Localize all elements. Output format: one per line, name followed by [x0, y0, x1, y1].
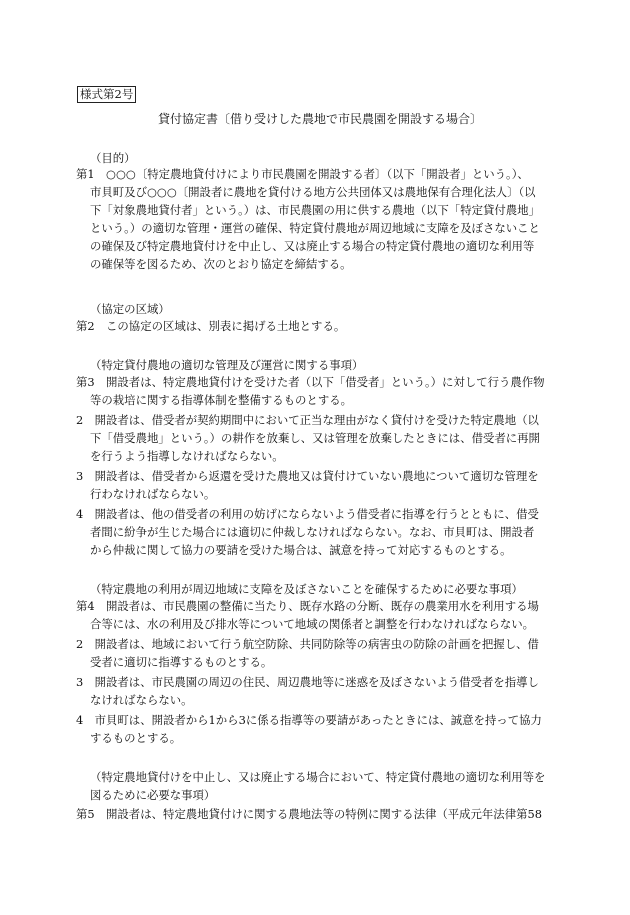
section-heading-area: （協定の区域）	[90, 302, 170, 316]
article-4-clause-3-line: 3 開設者は、市民農園の周辺の住民、周辺農地等に迷惑を及ぼさないよう借受者を指導し	[76, 675, 539, 689]
article-3-clause-2-line: 2 開設者は、借受者が契約期間中において正当な理由がなく貸付けを受けた特定農地（以	[76, 413, 539, 427]
article-3-clause-4-line: 者間に紛争が生じた場合には適切に仲裁しなければならない。なお、市貝町は、開設者	[90, 525, 535, 539]
article-1-line: 下「対象農地貸付者」という。）は、市民農園の用に供する農地（以下「特定貸付農地」	[90, 203, 540, 217]
section-heading-purpose: （目的）	[90, 151, 136, 165]
article-3-clause-3-line: 行わなければならない。	[90, 487, 216, 501]
article-4-clause-3-line: なければならない。	[90, 693, 193, 707]
article-3-line: 第3 開設者は、特定農地貸付けを受けた者（以下「借受者」という。）に対して行う農作物	[76, 375, 545, 389]
article-5-line: 第5 開設者は、特定農地貸付けに関する農地法等の特例に関する法律（平成元年法律第58	[76, 807, 542, 821]
article-1-line: の確保及び特定農地貸付けを中止し、又は廃止する場合の特定貸付農地の適切な利用等	[90, 239, 535, 253]
article-3-clause-2-line: を行うよう指導しなければならない。	[90, 449, 284, 463]
document-title: 貸付協定書〔借り受けした農地で市民農園を開設する場合〕	[157, 112, 482, 126]
article-4-line: 第4 開設者は、市民農園の整備に当たり、既存水路の分断、既存の農業用水を利用する場	[76, 599, 539, 613]
article-2-line: 第2 この協定の区域は、別表に掲げる土地とする。	[76, 319, 346, 333]
section-heading-discontinuation: （特定農地貸付けを中止し、又は廃止する場合において、特定貸付農地の適切な利用等を	[90, 770, 546, 784]
article-4-clause-2-line: 受者に適切に指導するものとする。	[90, 655, 273, 669]
form-number: 様式第2号	[77, 86, 136, 103]
article-1-line: の確保等を図るため、次のとおり協定を締結する。	[90, 257, 352, 271]
section-heading-management: （特定貸付農地の適切な管理及び運営に関する事項）	[90, 358, 364, 372]
article-3-clause-2-line: 下「借受農地」という。）の耕作を放棄し、又は管理を放棄したときには、借受者に再開	[90, 431, 540, 445]
article-3-clause-4-line: 4 開設者は、他の借受者の利用の妨げにならないよう借受者に指導を行うとともに、借受	[76, 507, 539, 521]
article-3-line: 等の栽培に関する指導体制を整備するものとする。	[90, 393, 352, 407]
article-1-line: 第1 ○○○〔特定農地貸付けにより市民農園を開設する者〕（以下「開設者」という。）、	[76, 167, 529, 181]
article-1-line: という。）の適切な管理・運営の確保、特定貸付農地が周辺地域に支障を及ぼさないこと	[90, 221, 540, 235]
article-4-clause-2-line: 2 開設者は、地域において行う航空防除、共同防除等の病害虫の防除の計画を把握し、借	[76, 637, 539, 651]
article-1-line: 市貝町及び○○○〔開設者に農地を貸付ける地方公共団体又は農地保有合理化法人〕（以	[90, 185, 536, 199]
article-4-clause-4-line: するものとする。	[90, 731, 182, 745]
article-3-clause-3-line: 3 開設者は、借受者から返還を受けた農地又は貸付けていない農地について適切な管理を	[76, 469, 539, 483]
section-heading-discontinuation-cont: 図るために必要な事項）	[90, 788, 216, 802]
article-3-clause-4-line: から仲裁に関して協力の要請を受けた場合は、誠意を持って対応するものとする。	[90, 543, 512, 557]
section-heading-surrounding-area: （特定農地の利用が周辺地域に支障を及ぼさないことを確保するために必要な事項）	[90, 582, 523, 596]
article-4-line: 合等には、水の利用及び排水等について地域の関係者と調整を行わなければならない。	[90, 617, 535, 631]
article-4-clause-4-line: 4 市貝町は、開設者から1から3に係る指導等の要請があったときには、誠意を持って協力	[76, 713, 542, 727]
